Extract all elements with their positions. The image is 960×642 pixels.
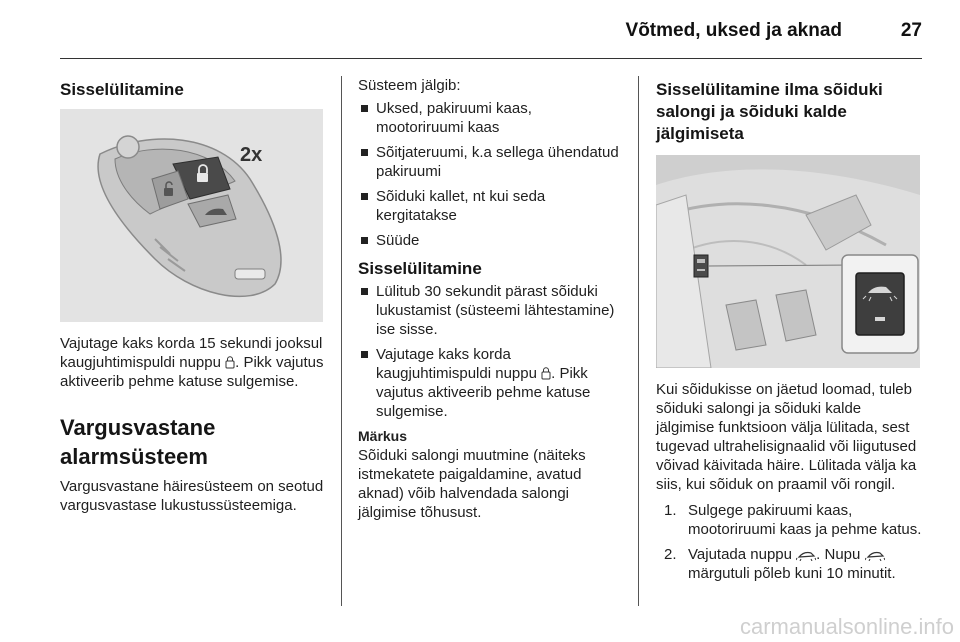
note-text: Sõiduki salongi muutmine (näiteks istmekatete paigaldamine, avatud aknad) võib halvendada salongi jälgimise tõhusust.	[358, 447, 586, 521]
heading-deactivate-monitoring: Sisselülitamine ilma sõiduki salongi ja sõiduki kalde jälgimiseta	[656, 80, 883, 143]
monitored-list	[358, 99, 620, 250]
lock-icon	[541, 367, 551, 380]
list-item: Lülitub 30 sekundit pärast sõiduki lukustamist (süsteemi lähtestamine) ise sisse.	[358, 282, 620, 339]
activation-2-text-1: Vajutage kaks korda kaugjuhtimispuldi nuppu	[376, 346, 537, 382]
key-fob-image	[60, 109, 323, 322]
activation-2-text-2: . Pikk vajutus aktiveerib pehme katuse sulgemise.	[376, 365, 591, 420]
figure-label-2x: 2x	[240, 144, 263, 166]
step-text: Sulgege pakiruumi kaas, mootoriruumi kaas ja pehme katus.	[688, 502, 922, 538]
list-item: Sõitjateruumi, k.a sellega ühendatud pakiruumi	[358, 143, 620, 181]
step-number: 2.	[664, 546, 677, 563]
column-divider-1	[341, 76, 342, 606]
heading-activation: Sisselülitamine	[60, 80, 184, 99]
alarm-description: Vargusvastane häiresüsteem on seotud vargusvastase lukustussüsteemiga.	[60, 478, 324, 514]
list-item: Süüde	[358, 231, 620, 250]
activation-paragraph	[60, 334, 325, 391]
column-2	[358, 76, 620, 522]
heading-activation-2: Sisselülitamine	[358, 259, 482, 278]
column-divider-2	[638, 76, 639, 606]
list-item: Sõiduki kallet, nt kui seda kergitatakse	[358, 187, 620, 225]
monitor-intro: Süsteem jälgib:	[358, 77, 461, 94]
activation-text-1: Vajutage kaks korda 15 sekundi jooksul kaugjuhtimispuldi nuppu	[60, 335, 323, 371]
list-item	[664, 545, 922, 583]
step-number: 1.	[664, 502, 677, 519]
watermark: carmanualsonline.info	[739, 614, 954, 639]
interior-switch-image	[656, 155, 920, 368]
step-text-3: märgutuli põleb kuni 10 minutit.	[688, 565, 896, 582]
car-tilt-icon	[865, 549, 885, 561]
section-title: Võtmed, uksed ja aknad	[625, 20, 842, 41]
list-item	[358, 345, 620, 421]
page-number: 27	[900, 20, 922, 41]
key-fob-figure	[60, 109, 323, 322]
list-item	[664, 501, 922, 539]
lock-icon	[225, 356, 235, 369]
step-text-2: . Nupu	[816, 546, 861, 563]
column-3	[656, 76, 922, 589]
column-1	[60, 76, 325, 515]
note-title: Märkus	[358, 428, 408, 444]
activation-list	[358, 282, 620, 421]
step-text-1: Vajutada nuppu	[688, 546, 792, 563]
car-tilt-icon	[796, 549, 816, 561]
heading-anti-theft-alarm: Vargusvastane alarmsüsteem	[60, 415, 216, 469]
header-rule	[60, 58, 922, 59]
interior-switch-figure	[656, 155, 920, 368]
activation-text-2: . Pikk vajutus aktiveerib pehme katuse sulgemise.	[60, 354, 324, 390]
list-item: Uksed, pakiruumi kaas, mootoriruumi kaas	[358, 99, 620, 137]
deactivation-paragraph: Kui sõidukisse on jäetud loomad, tuleb sõiduki salongi ja sõiduki kalde jälgimise funktsioon välja lülitada, sest tugevad ultrahelisignaalid või liigutused võivad käivitada häire. Lülitada välja ka siis, kui sõiduk on praamil või rongil.	[656, 381, 917, 493]
steps-list	[656, 501, 922, 583]
